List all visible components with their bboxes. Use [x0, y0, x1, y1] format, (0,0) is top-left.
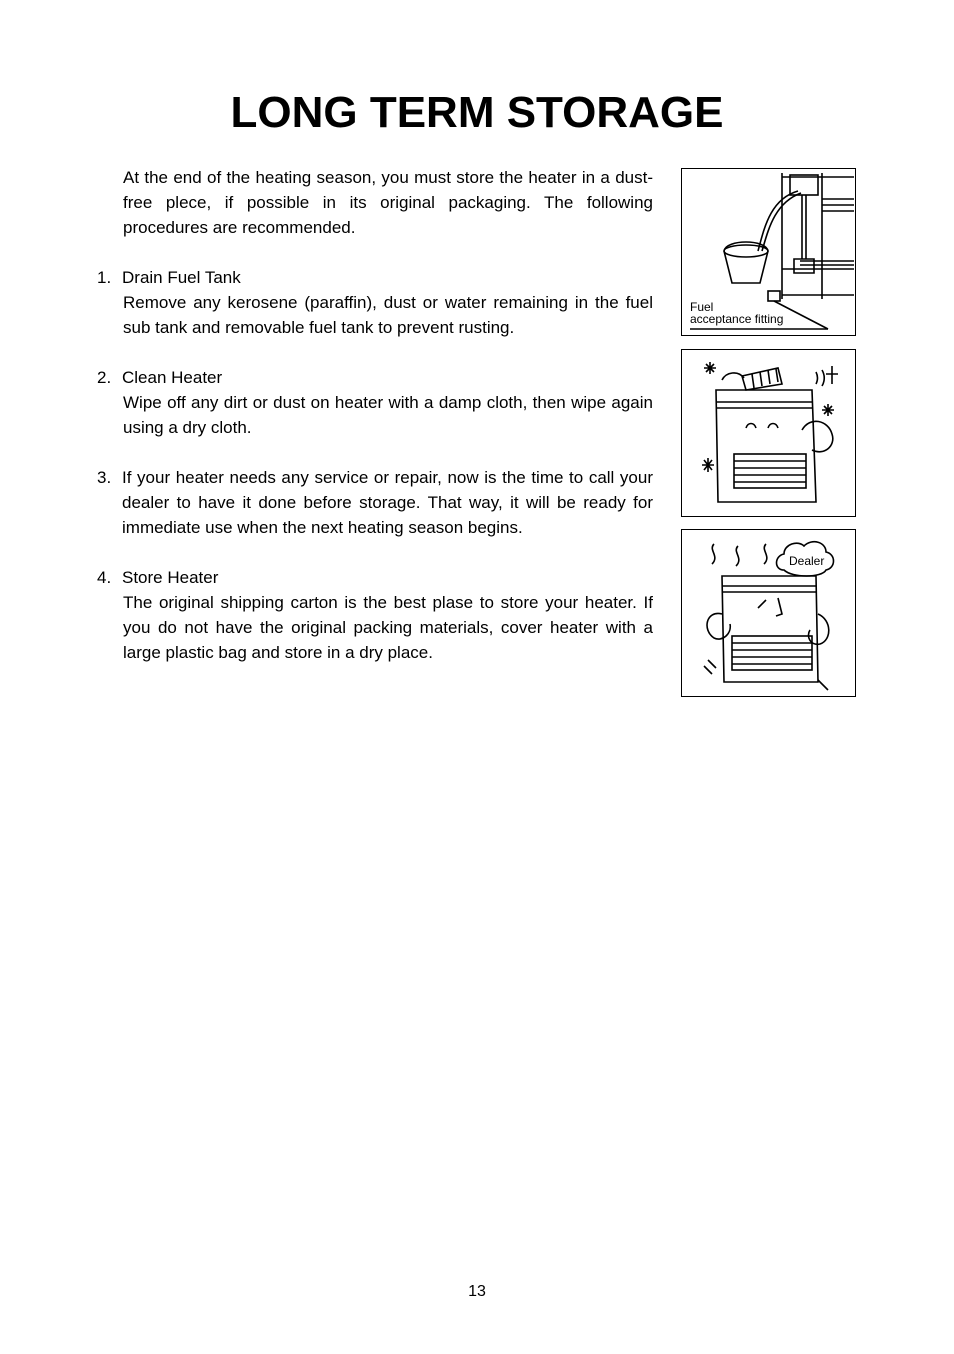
- clean-heater-illustration: [681, 349, 856, 517]
- item-1-heading: Drain Fuel Tank: [122, 268, 241, 287]
- item-3-body: If your heater needs any service or repair, now is the time to call your dealer to have it done before storage. That way, it will be ready for immediate use when the next heating season begins.: [122, 468, 653, 537]
- clean-heater-drawing: [682, 350, 855, 516]
- item-4-heading: Store Heater: [122, 568, 219, 587]
- fuel-label-line1: Fuel: [690, 300, 714, 314]
- item-2-heading: Clean Heater: [122, 368, 223, 387]
- fuel-label-line2: acceptance fitting: [690, 312, 784, 326]
- intro-paragraph: At the end of the heating season, you must store the heater in a dust-free plece, if possible in its original packaging. The following procedures are recommended.: [123, 168, 653, 237]
- item-1-number: 1.: [97, 268, 112, 287]
- drain-fuel-illustration: [681, 168, 856, 336]
- item-2-body: Wipe off any dirt or dust on heater with a damp cloth, then wipe again using a dry cloth.: [123, 393, 653, 437]
- item-3-number: 3.: [97, 468, 112, 487]
- item-4-body: The original shipping carton is the best plase to store your heater. If you do not have the original packing materials, cover heater with a large plastic bag and store in a dry place.: [123, 593, 653, 662]
- page-number: 13: [468, 1283, 486, 1300]
- item-4-number: 4.: [97, 568, 112, 587]
- dealer-drawing: [682, 530, 855, 696]
- dealer-illustration: [681, 529, 856, 697]
- page-title: LONG TERM STORAGE: [230, 88, 724, 137]
- item-1-body: Remove any kerosene (paraffin), dust or water remaining in the fuel sub tank and removable fuel tank to prevent rusting.: [123, 293, 653, 337]
- dealer-label: Dealer: [789, 554, 825, 568]
- item-2-number: 2.: [97, 368, 112, 387]
